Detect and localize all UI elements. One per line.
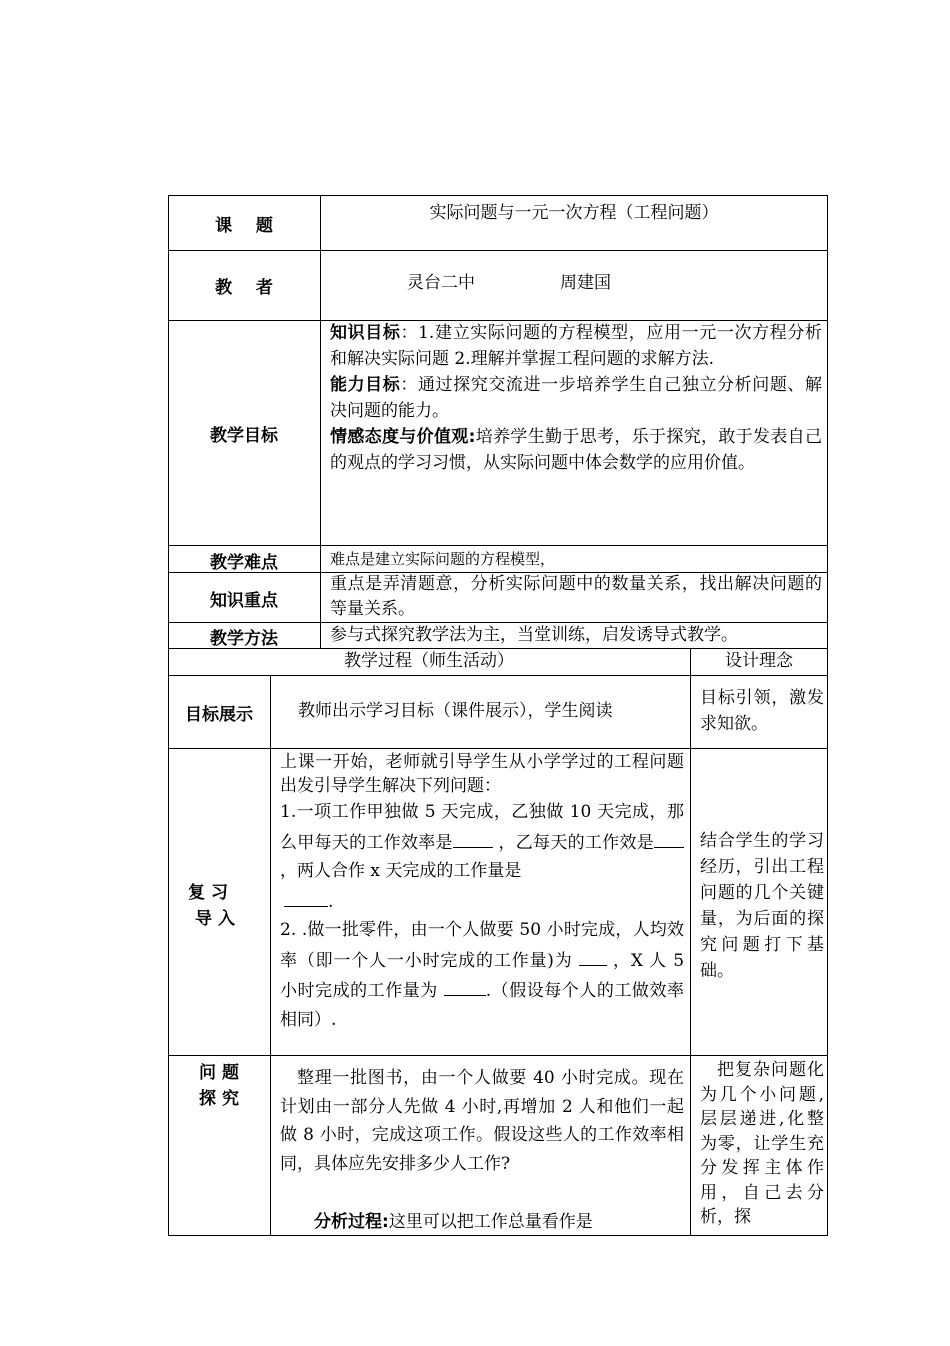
topic-value: 实际问题与一元一次方程（工程问题）	[429, 203, 719, 223]
method-value: 参与式探究教学法为主，当堂训练，启发诱导式教学。	[330, 625, 738, 645]
ability-goal-text: ：通过探究交流进一步培养学生自己独立分析问题、解决问题的能力。	[330, 375, 823, 421]
teacher-label: 教 者	[215, 278, 273, 298]
explore-analysis	[280, 1208, 684, 1237]
review-concept: 结合学生的学习经历，引出工程问题的几个关键量，为后面的探究问题打下基础。	[700, 831, 824, 981]
review-content	[280, 750, 684, 1034]
row-divider	[168, 250, 828, 251]
review-question-1	[280, 798, 684, 886]
review-label-line2: 导 入	[195, 909, 235, 929]
difficulty-label: 教学难点	[210, 553, 278, 573]
q2-part-b: ，X 人 5 小时完成的工作量为	[280, 950, 685, 1001]
explore-label-line2: 探 究	[199, 1089, 239, 1109]
review-label	[168, 880, 270, 932]
answer-blank[interactable]	[444, 975, 486, 996]
process-activity-header: 教学过程（师生活动）	[344, 651, 514, 671]
ability-goal-title: 能力目标	[330, 375, 401, 395]
answer-blank[interactable]	[453, 827, 493, 848]
q2-part-a: 2. .做一批零件，由一个人做要 50 小时完成，人均效率（即一个人一小时完成的工作量)为	[280, 920, 684, 971]
difficulty-value: 难点是建立实际问题的方程模型，	[330, 550, 556, 568]
topic-label: 课 题	[215, 216, 273, 236]
goal-display-label: 目标展示	[185, 705, 253, 725]
goal-display-concept: 目标引领，激发求知欲。	[700, 688, 824, 734]
review-question-1-blank: .	[280, 886, 684, 917]
knowledge-goal-text: ：1.建立实际问题的方程模型，应用一元一次方程分析和解决实际问题 2.理解并掌握工程问题的求解方法.	[330, 323, 823, 369]
q1-part-b: ，乙每天的工作效是	[498, 832, 655, 853]
teacher-school: 灵台二中	[407, 273, 475, 293]
process-concept-header: 设计理念	[725, 651, 793, 671]
analysis-title: 分析过程:	[314, 1212, 389, 1232]
row-divider	[168, 748, 828, 749]
answer-blank[interactable]	[654, 827, 684, 848]
teacher-name: 周建国	[560, 273, 611, 293]
row-divider	[168, 1055, 828, 1056]
knowledge-goal-title: 知识目标	[330, 323, 401, 343]
q1-part-c: ，两人合作 x 天完成的工作量是	[280, 861, 522, 881]
explore-problem: 整理一批图书，由一个人做要 40 小时完成。现在计划由一部分人先做 4 小时,再增加 2 人和他们一起做 8 小时，完成这项工作。假设这些人的工作效率相同，具体应先安排多少人工作?	[280, 1068, 684, 1174]
knowledge-goal	[330, 320, 822, 372]
key-point-value: 重点是弄清题意，分析实际问题中的数量关系，找出解决问题的等量关系。	[330, 574, 822, 619]
col-divider	[320, 195, 321, 648]
goal-display-content: 教师出示学习目标（课件展示），学生阅读	[298, 701, 613, 721]
ability-goal	[330, 372, 822, 424]
explore-label-line1: 问 题	[199, 1063, 239, 1083]
row-divider	[168, 675, 828, 676]
review-label-line1: 复 习	[188, 883, 228, 903]
explore-content	[280, 1064, 684, 1237]
col-divider	[270, 675, 271, 1236]
col-divider	[690, 648, 691, 1236]
emotion-goal	[330, 424, 822, 476]
emotion-goal-text: 培养学生勤于思考，乐于探究，敢于发表自己的观点的学习习惯，从实际问题中体会数学的应用价值。	[330, 427, 822, 473]
q2-part-c: （假设每个人的工做效率相同）.	[280, 981, 685, 1030]
goals-content	[330, 320, 822, 476]
analysis-text: 这里可以把工作总量看作是	[388, 1212, 593, 1232]
explore-label	[168, 1060, 270, 1112]
q1-part-a: 1.一项工作甲独做 5 天完成，乙独做 10 天完成，那么甲每天的工作效率是	[280, 802, 684, 853]
method-label: 教学方法	[210, 629, 278, 649]
emotion-goal-title: 情感态度与价值观:	[330, 427, 476, 447]
answer-blank[interactable]	[284, 886, 328, 907]
review-question-2: 2. .做一批零件，由一个人做要 50 小时完成，人均效率（即一个人一小时完成的工作量)为 ，X 人 5 小时完成的工作量为 .（假设每个人的工做效率相同）.	[280, 920, 685, 1030]
key-point-label: 知识重点	[210, 591, 278, 611]
explore-concept: 把复杂问题化为几个小问题,层层递进,化整为零，让学生充分发挥主体作用，自己去分析，探	[700, 1060, 824, 1227]
review-intro: 上课一开始，老师就引导学生从小学学过的工程问题出发引导学生解决下列问题：	[280, 752, 684, 796]
goals-label: 教学目标	[210, 426, 278, 446]
answer-blank[interactable]	[579, 945, 607, 966]
